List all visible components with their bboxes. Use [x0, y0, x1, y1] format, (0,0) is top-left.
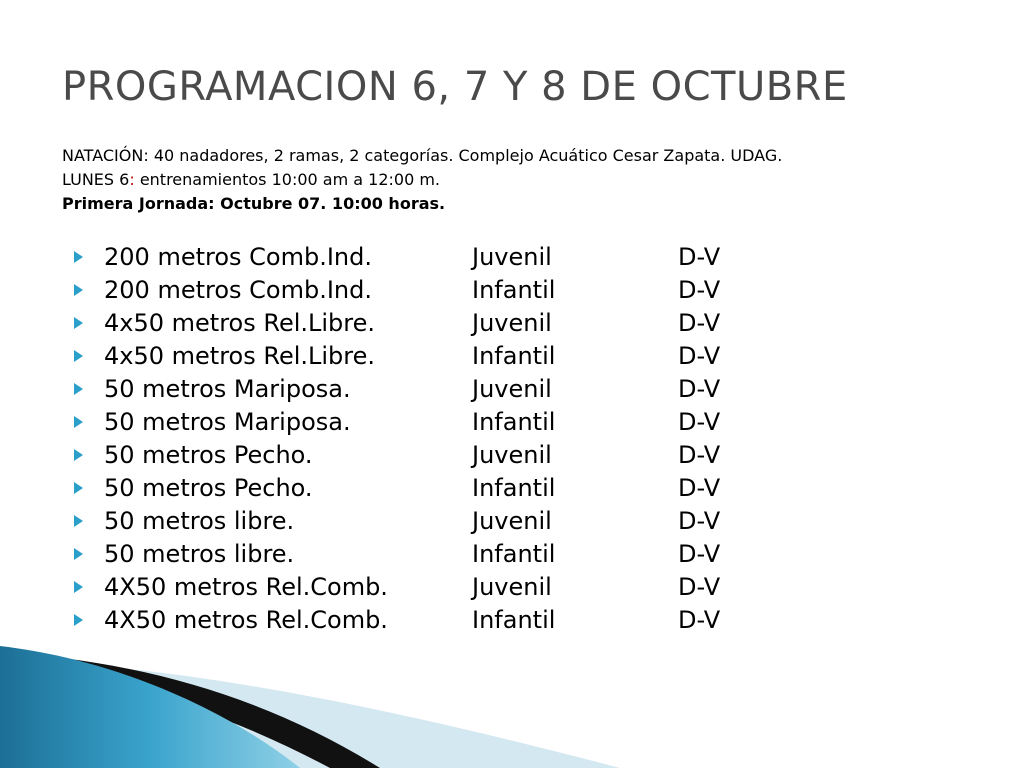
- event-gender: D-V: [678, 374, 721, 403]
- event-category: Juvenil: [472, 572, 552, 601]
- event-name: 4X50 metros Rel.Comb.: [104, 605, 388, 634]
- event-gender: D-V: [678, 539, 721, 568]
- event-row: [74, 273, 720, 306]
- lunes-label: LUNES 6: [62, 170, 130, 189]
- event-name: 50 metros Mariposa.: [104, 407, 351, 436]
- event-gender: D-V: [678, 473, 721, 502]
- event-gender: D-V: [678, 506, 721, 535]
- event-name: 4x50 metros Rel.Libre.: [104, 308, 376, 337]
- event-row: [74, 240, 720, 273]
- info-block: [62, 144, 782, 216]
- event-category: Infantil: [472, 473, 556, 502]
- event-category: Juvenil: [472, 440, 552, 469]
- event-gender: D-V: [678, 572, 721, 601]
- event-name: 50 metros Pecho.: [104, 440, 313, 469]
- event-category: Juvenil: [472, 308, 552, 337]
- event-row: [74, 405, 720, 438]
- event-category: Juvenil: [472, 242, 552, 271]
- event-name: 50 metros Pecho.: [104, 473, 313, 502]
- triangle-right-icon: [74, 317, 104, 329]
- event-gender: D-V: [678, 605, 721, 634]
- event-gender: D-V: [678, 275, 721, 304]
- triangle-right-icon: [74, 350, 104, 362]
- event-category: Juvenil: [472, 506, 552, 535]
- event-row: [74, 471, 720, 504]
- event-category: Infantil: [472, 605, 556, 634]
- event-name: 50 metros Mariposa.: [104, 374, 351, 403]
- event-row: [74, 339, 720, 372]
- triangle-right-icon: [74, 449, 104, 461]
- natacion-text: 40 nadadores, 2 ramas, 2 categorías. Complejo Acuático Cesar Zapata. UDAG.: [153, 146, 783, 165]
- triangle-right-icon: [74, 284, 104, 296]
- event-name: 50 metros libre.: [104, 506, 295, 535]
- lunes-text: entrenamientos 10:00 am a 12:00 m.: [139, 170, 441, 189]
- event-category: Infantil: [472, 275, 556, 304]
- event-gender: D-V: [678, 440, 721, 469]
- event-row: [74, 372, 720, 405]
- event-category: Infantil: [472, 539, 556, 568]
- event-gender: D-V: [678, 407, 721, 436]
- triangle-right-icon: [74, 482, 104, 494]
- triangle-right-icon: [74, 251, 104, 263]
- event-category: Infantil: [472, 341, 556, 370]
- event-category: Juvenil: [472, 374, 552, 403]
- triangle-right-icon: [74, 614, 104, 626]
- info-lunes: [62, 168, 782, 192]
- page-title: PROGRAMACION 6, 7 Y 8 DE OCTUBRE: [62, 64, 848, 110]
- event-gender: D-V: [678, 242, 721, 271]
- event-row: [74, 438, 720, 471]
- triangle-right-icon: [74, 548, 104, 560]
- event-name: 200 metros Comb.Ind.: [104, 242, 372, 271]
- event-name: 200 metros Comb.Ind.: [104, 275, 372, 304]
- lunes-separator: :: [129, 170, 135, 189]
- triangle-right-icon: [74, 515, 104, 527]
- event-row: [74, 537, 720, 570]
- event-gender: D-V: [678, 341, 721, 370]
- event-name: 4X50 metros Rel.Comb.: [104, 572, 388, 601]
- event-name: 50 metros libre.: [104, 539, 295, 568]
- natacion-label: NATACIÓN:: [62, 146, 149, 165]
- event-row: [74, 306, 720, 339]
- event-category: Infantil: [472, 407, 556, 436]
- info-natacion: [62, 144, 782, 168]
- triangle-right-icon: [74, 383, 104, 395]
- event-row: [74, 504, 720, 537]
- event-gender: D-V: [678, 308, 721, 337]
- event-name: 4x50 metros Rel.Libre.: [104, 341, 376, 370]
- info-jornada: Primera Jornada: Octubre 07. 10:00 horas.: [62, 194, 446, 213]
- events-list: [74, 240, 720, 636]
- triangle-right-icon: [74, 581, 104, 593]
- event-row: [74, 570, 720, 603]
- triangle-right-icon: [74, 416, 104, 428]
- event-row: [74, 603, 720, 636]
